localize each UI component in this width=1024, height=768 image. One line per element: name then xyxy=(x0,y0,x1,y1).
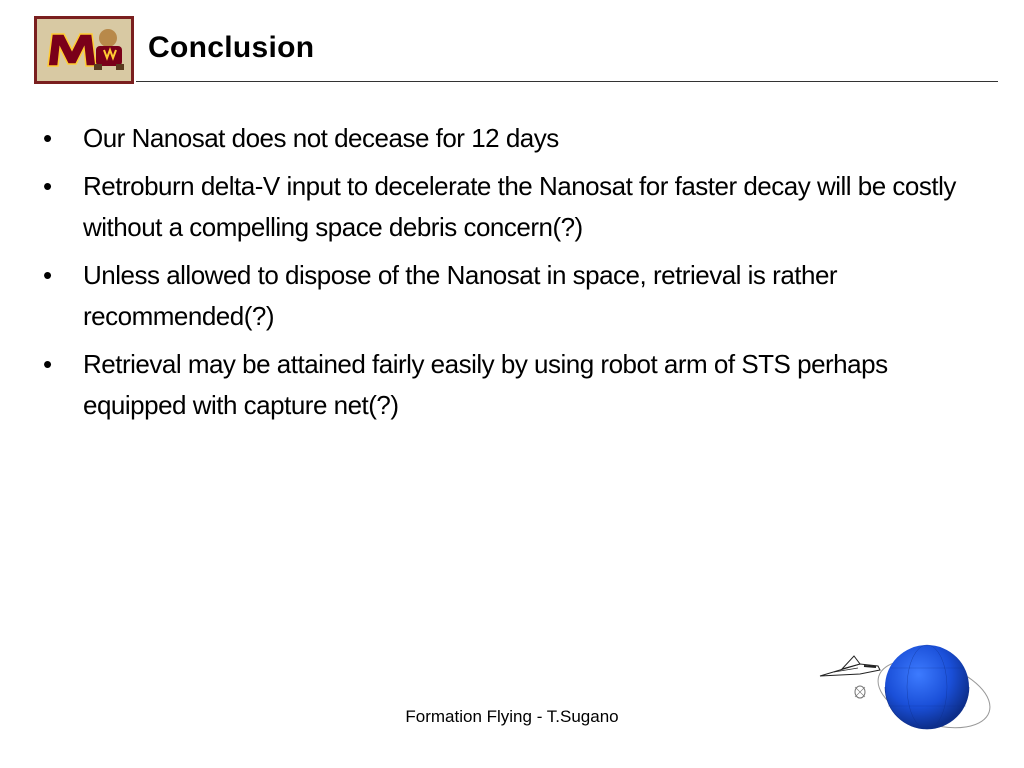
shuttle-earth-graphic xyxy=(816,636,996,736)
bullet-marker: • xyxy=(43,349,52,379)
bullet-marker: • xyxy=(43,171,52,201)
bullet-item xyxy=(40,255,970,337)
bullet-marker: • xyxy=(43,260,52,290)
bullet-list xyxy=(40,118,970,433)
bullet-item xyxy=(40,166,970,248)
bullet-item xyxy=(40,118,970,159)
university-logo-icon xyxy=(34,16,134,84)
bullet-item xyxy=(40,344,970,426)
university-logo-graphic xyxy=(34,16,134,84)
bullet-text: Retrieval may be attained fairly easily by using robot arm of STS perhaps equipped with capture net(?) xyxy=(83,349,888,420)
space-shuttle-orbit-earth-icon xyxy=(816,636,996,736)
bullet-text: Retroburn delta-V input to decelerate the Nanosat for faster decay will be costly without a compelling space debris concern(?) xyxy=(83,171,956,242)
slide-title: Conclusion xyxy=(148,31,315,64)
slide-footer: Formation Flying - T.Sugano xyxy=(405,707,619,726)
title-divider xyxy=(136,81,998,82)
bullet-marker: • xyxy=(43,123,52,153)
bullet-text: Our Nanosat does not decease for 12 days xyxy=(83,123,559,153)
bullet-text: Unless allowed to dispose of the Nanosat in space, retrieval is rather recommended(?) xyxy=(83,260,838,331)
